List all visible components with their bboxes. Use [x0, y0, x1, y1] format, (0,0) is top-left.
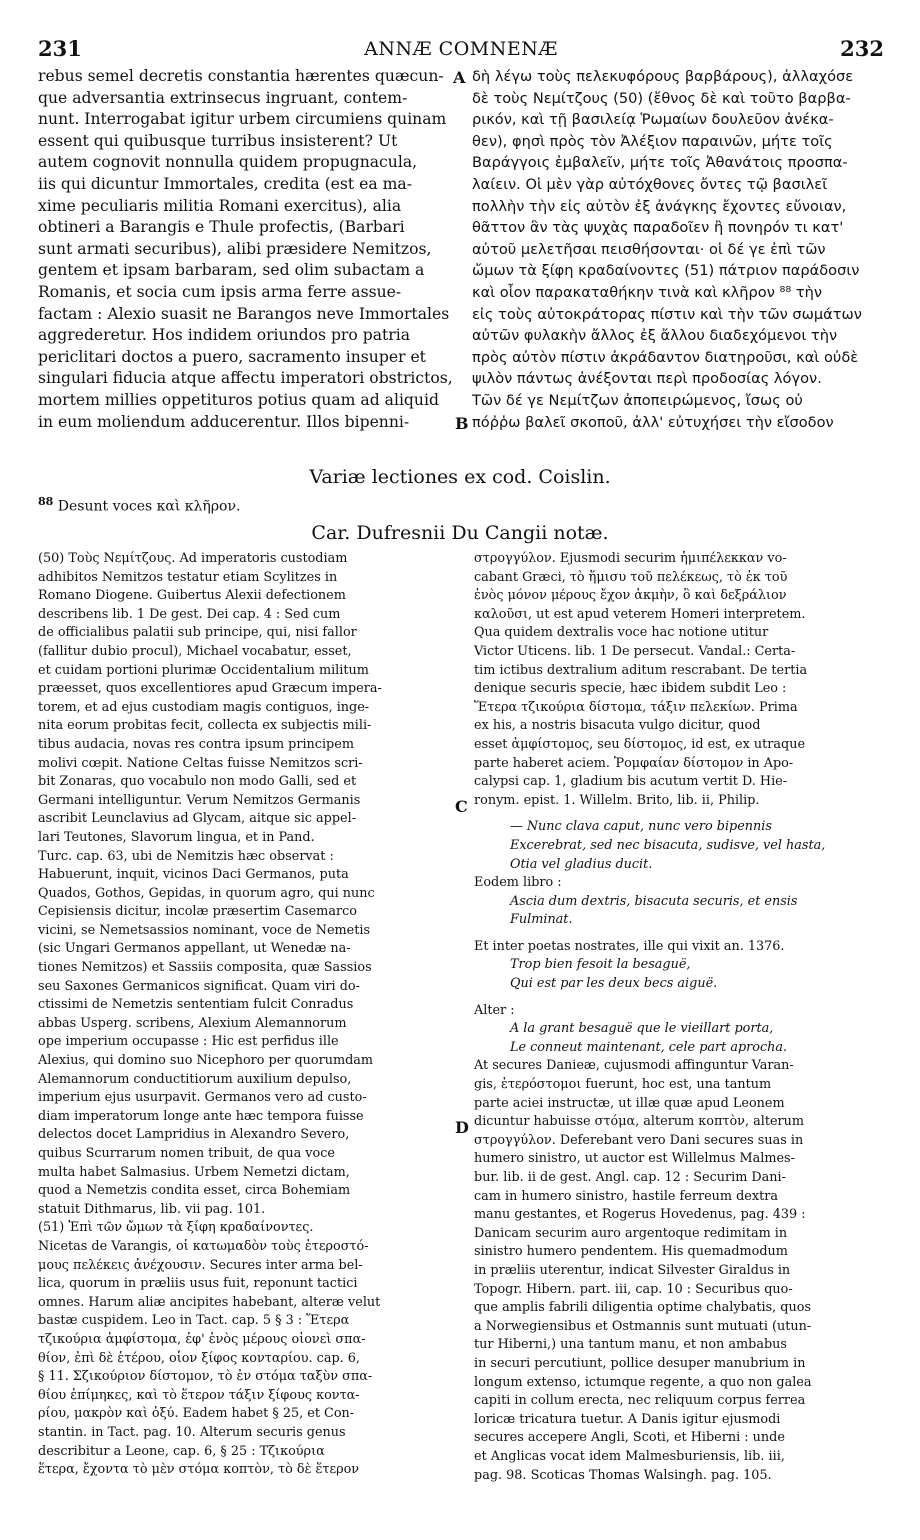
text-line: describitur a Leone, cap. 6, § 25 : Τζικούρια	[38, 1443, 325, 1459]
text-line: longum extenso, ictumque regente, a quo non galea	[474, 1374, 812, 1390]
variae-lectiones-heading: Variæ lectiones ex cod. Coislin.	[309, 466, 611, 488]
text-line: αὐτῶν φυλακὴν ἄλλος ἐξ ἄλλου διαδεχόμενοι τὴν	[472, 327, 838, 345]
text-line: que adversantia extrinsecus ingruant, contem-	[38, 88, 408, 107]
text-line: Turc. cap. 63, ubi de Nemitzis hæc observat :	[38, 848, 334, 864]
text-line: describens lib. 1 De gest. Dei cap. 4 : Sed cum	[38, 606, 341, 622]
text-line: dicuntur habuisse στόμα, alterum κοπτὸν, alterum	[474, 1114, 805, 1130]
page-number-right: 232	[840, 36, 884, 61]
margin-letter-c: C	[455, 797, 468, 816]
text-line: Ascia dum dextris, bisacuta securis, et ensis	[510, 893, 798, 909]
text-line: ex his, a nostris bisacuta vulgo dicitur, quod	[474, 718, 761, 734]
text-line: § 11. Σζικούριον δίστομον, τὸ ἐν στόμα ταξὺν σπα-	[38, 1369, 373, 1385]
text-line: Quados, Gothos, Gepidas, in quorum agro, qui nunc	[38, 885, 375, 901]
notes-column-left	[38, 550, 456, 1480]
text-line: θίον, ἐπὶ δὲ ἑτέρου, οἷον ξίφος κονταρίου. cap. 6,	[38, 1350, 360, 1366]
text-line: iis qui dicuntur Immortales, credita (est ea ma-	[38, 174, 412, 193]
text-line: in eum moliendum adducerentur. Illos bipenni-	[38, 412, 410, 431]
text-line: μους πελέκεις ἀνέχουσιν. Secures inter arma bel-	[38, 1257, 363, 1273]
text-line: εἰς τοὺς αὐτοκράτορας πίστιν καὶ τὴν τῶν σωμάτων	[472, 305, 862, 323]
verse-quote-4	[474, 1020, 886, 1057]
text-line: Qua quidem dextralis voce hac notione utitur	[474, 625, 769, 641]
text-line: nita eorum probitas fecit, collecta ex subjectis mili-	[38, 718, 372, 734]
text-line: (50) Τοὺς Νεμίτζους. Ad imperatoris custodiam	[38, 551, 348, 566]
text-line: periclitari doctos a puero, sacramento insuper et	[38, 347, 426, 366]
text-line: καλοῦσι, ut est apud veterem Homeri interpretem.	[474, 606, 806, 622]
text-line: (sic Ungari Germanos appellant, ut Wenedæ na-	[38, 941, 351, 957]
text-line: Topogr. Hibern. part. iii, cap. 10 : Securibus quo-	[474, 1281, 793, 1297]
text-line: Cepisiensis dicitur, incolæ præsertim Casemarco	[38, 904, 357, 920]
text-line: præesset, quos excellentiores apud Græcum impera-	[38, 681, 382, 697]
text-line: imperium ejus usurpavit. Germanos vero ad custo-	[38, 1090, 367, 1106]
text-line: καὶ οἷον παρακαταθήκην τινὰ καὶ κλῆρον ⁸⁸ τὴν	[472, 283, 823, 301]
notes-heading: Car. Dufresnii Du Cangii notæ.	[311, 522, 609, 544]
text-line: parte haberet aciem. Ῥομφαίαν δίστομον in Apo-	[474, 755, 794, 771]
text-line: stantin. in Tact. pag. 10. Alterum securis genus	[38, 1424, 346, 1440]
text-line: bastæ cuspidem. Leo in Tact. cap. 5 § 3 : Ἕτερα	[38, 1313, 350, 1329]
text-line: Fulminat.	[510, 912, 573, 928]
text-line: denique securis specie, hæc ibidem subdit Leo :	[474, 681, 787, 697]
text-line: xime peculiaris militia Romani exercitus), alia	[38, 196, 402, 215]
text-line: multa habet Salmasius. Urbem Nemetzi dictam,	[38, 1164, 350, 1180]
text-line: πρὸς αὐτὸν πίστιν ἀκράδαντον διατηροῦσι, καὶ οὐδὲ	[472, 348, 859, 366]
text-line: bit Zonaras, quo vocabulo non modo Galli, sed et	[38, 774, 357, 790]
text-line: (fallitur dubio procul), Michael vocabatur, esset,	[38, 643, 352, 659]
text-line: πόῤῥω βαλεῖ σκοποῦ, ἀλλ' εὐτυχήσει τὴν εἴσοδον	[472, 413, 834, 431]
text-line: statuit Dithmarus, lib. vii pag. 101.	[38, 1201, 266, 1217]
text-line: ἕτερα, ἔχοντα τὸ μὲν στόμα κοπτὸν, τὸ δὲ ἕτερον	[38, 1462, 360, 1478]
text-line: tiones Nemitzos) et Sassiis composita, quæ Sassios	[38, 960, 372, 976]
variant-note-number: 88	[38, 495, 54, 508]
text-line: Trop bien fesoit la besaguë,	[510, 957, 691, 973]
text-line: essent qui quibusque turribus insisterent? Ut	[38, 131, 398, 150]
margin-letter-a: A	[453, 68, 466, 87]
text-line: cabant Græci, τὸ ἥμισυ τοῦ πελέκεως, τὸ ἐκ τοῦ	[474, 569, 788, 585]
text-line: Romano Diogene. Guibertus Alexii defectionem	[38, 588, 346, 604]
text-line: ronym. epist. 1. Willelm. Brito, lib. ii, Philip.	[474, 792, 760, 808]
text-line: Nicetas de Varangis, οἱ κατωμαδὸν τοὺς ἑτεροστό-	[38, 1238, 369, 1254]
text-line: pag. 98. Scoticas Thomas Walsingh. pag. 105.	[474, 1467, 772, 1483]
text-line: quod a Nemetzis condita esset, circa Bohemiam	[38, 1183, 351, 1199]
etiam-line: Et inter poetas nostrates, ille qui vixit an. 1376.	[474, 938, 785, 954]
text-line: singulari fiducia atque affectu imperatori obstrictos,	[38, 369, 453, 388]
text-line: Excerebrat, sed nec bisacuta, sudisve, vel hasta,	[510, 837, 826, 853]
verse-quote-3	[474, 956, 886, 993]
text-line: (51) Ἐπὶ τῶν ὤμων τὰ ξίφη κραδαίνοντες.	[38, 1220, 314, 1236]
text-line: capiti in collum erecta, nec reliquum corpus ferrea	[474, 1393, 806, 1409]
text-line: gis, ἑτερόστομοι fuerunt, hoc est, una tantum	[474, 1077, 772, 1093]
text-line: Qui est par les deux becs aiguë.	[510, 976, 718, 992]
text-line: tim ictibus dextralium aditum rescrabant. De tertia	[474, 662, 808, 678]
text-line: humero sinistro, ut auctor est Willelmus Malmes-	[474, 1151, 795, 1167]
text-line: At secures Danieæ, cujusmodi affinguntur Varan-	[474, 1058, 794, 1074]
alter-line: Alter :	[474, 1002, 515, 1018]
text-line: ctissimi de Nemetzis sententiam fulcit Conradus	[38, 997, 354, 1013]
text-line: de officialibus palatii sub principe, qui, nisi fallor	[38, 625, 357, 641]
text-line: στρογγύλον. Ejusmodi securim ἡμιπέλεκκαν vo-	[474, 551, 787, 566]
text-line: tur Hiberni,) una tantum manu, et non ambabus	[474, 1337, 787, 1353]
text-line: Habuerunt, inquit, vicinos Daci Germanos, puta	[38, 867, 349, 883]
text-line: πολλὴν τὴν εἰς αὐτὸν ἐξ ἀνάγκης ἔχοντες εὔνοιαν,	[472, 197, 847, 215]
text-line: factam : Alexio suasit ne Barangos neve Immortales	[38, 304, 450, 323]
text-line: aggrederetur. Hos indidem oriundos pro patria	[38, 326, 411, 345]
text-line: delectos docet Lampridius in Alexandro Severo,	[38, 1127, 350, 1143]
text-line: gentem et ipsam barbaram, sed olim subactam a	[38, 261, 425, 280]
text-line: θεν), φησὶ πρὸς τὸν Ἀλέξιον παραινῶν, μήτε τοῖς	[472, 132, 833, 150]
text-line: vicini, se Nemetsassios nominant, voce de Nemetis	[38, 922, 371, 938]
text-line: λαίειν. Οἱ μὲν γὰρ αὐτόχθονες ὄντες τῷ βασιλεῖ	[472, 175, 828, 193]
text-line: Le conneut maintenant, cele part aprocha.	[510, 1039, 788, 1055]
text-line: lica, quorum in præliis usus fuit, reponunt tactici	[38, 1276, 358, 1292]
text-line: esset ἀμφίστομος, seu δίστομος, id est, ex utraque	[474, 736, 806, 752]
verse-quote-2	[474, 893, 886, 930]
text-line: ἑνὸς μόνον μέρους ἔχον ἀκμὴν, ὃ καὶ δεξράλιον	[474, 588, 787, 604]
text-line: Victor Uticens. lib. 1 De persecut. Vandal.: Certa-	[474, 643, 796, 659]
text-line: abbas Usperg. scribens, Alexium Alemannorum	[38, 1015, 347, 1031]
text-line: lari Teutones, Slavorum lingua, et in Pand.	[38, 829, 315, 845]
text-line: Βαράγγοις ἐμβαλεῖν, μήτε τοῖς Ἀθανάτοις προσπα-	[472, 154, 848, 172]
text-line: et cuidam portioni plurimæ Occidentalium militum	[38, 662, 369, 678]
text-line: Otia vel gladius ducit.	[510, 856, 653, 872]
margin-letter-b: B	[455, 414, 469, 433]
margin-letter-d: D	[455, 1118, 469, 1137]
text-line: tibus audacia, novas res contra ipsum principem	[38, 736, 354, 752]
verse-quote-1	[474, 818, 886, 874]
text-line: αὐτοῦ μελετῆσαι πεισθήσονται· οἱ δέ γε ἐπὶ τῶν	[472, 240, 826, 258]
text-line: secures accepere Angli, Scoti, et Hiberni : unde	[474, 1430, 785, 1446]
text-line: Danicam securim auro argentoque redimitam in	[474, 1225, 788, 1241]
text-line: Alexius, qui domino suo Nicephoro per quorumdam	[38, 1053, 374, 1069]
text-line: Alemannorum conductitiorum auxilium depulso,	[38, 1071, 352, 1087]
text-line: in præliis uterentur, indicat Silvester Giraldus in	[474, 1262, 791, 1278]
text-line: cam in humero sinistro, hastile ferreum dextra	[474, 1188, 778, 1204]
text-line: — Nunc clava caput, nunc vero bipennis	[510, 819, 772, 835]
text-line: θίου ἐπίμηκες, καὶ τὸ ἕτερον τάξιν ξίφους κοντα-	[38, 1387, 360, 1403]
text-line: in securi percutiunt, pollice desuper manubrium in	[474, 1355, 806, 1371]
text-line: στρογγύλον. Deferebant vero Dani secures suas in	[474, 1132, 804, 1148]
text-line: ρικόν, καὶ τῇ βασιλείᾳ Ῥωμαίων δουλεῦον ἀνέκα-	[472, 111, 834, 129]
notes-right-part-a	[474, 550, 886, 810]
text-line: ope imperium occupasse : Hic est perfidus ille	[38, 1034, 339, 1050]
text-line: ρίου, μακρὸν καὶ ὀξύ. Eadem habet § 25, et Con-	[38, 1406, 355, 1422]
text-line: Germani intelliguntur. Verum Nemitzos Germanis	[38, 792, 361, 808]
text-line: a Norwegiensibus et Ostmannis sunt mutuati (utun-	[474, 1318, 812, 1334]
text-line: ὤμων τὰ ξίφη κραδαίνοντες (51) πάτριον παράδοσιν	[472, 262, 860, 280]
text-line: et Anglicas vocat idem Malmesburiensis, lib. iii,	[474, 1448, 785, 1464]
text-line: Τῶν δέ γε Νεμίτζων ἀποπειρώμενος, ἴσως οὐ	[472, 391, 803, 409]
text-line: quibus Scurrarum nomen tribuit, de qua voce	[38, 1146, 335, 1161]
text-line: nunt. Interrogabat igitur urbem circumiens quinam	[38, 110, 447, 129]
notes-right-part-b	[474, 1057, 886, 1485]
text-line: sunt armati securibus), alibi præsidere Nemitzos,	[38, 239, 432, 258]
notes-column-right	[474, 550, 886, 1485]
text-line: bur. lib. ii de gest. Angl. cap. 12 : Securim Dani-	[474, 1170, 786, 1185]
text-line: Romanis, et socia cum ipsis arma ferre assue-	[38, 282, 402, 301]
text-line: adhibitos Nemitzos testatur etiam Scylitzes in	[38, 569, 338, 585]
text-line: diam imperatorum longe ante hæc tempora fuisse	[38, 1108, 364, 1124]
text-line: omnes. Harum aliæ ancipites habebant, alteræ velut	[38, 1294, 381, 1310]
text-line: autem cognovit nonnulla quidem propugnacula,	[38, 153, 418, 172]
page-number-left: 231	[38, 36, 82, 61]
text-line: rebus semel decretis constantia hærentes quæcun-	[38, 67, 444, 85]
page-header	[38, 36, 884, 66]
text-line: parte aciei instructæ, ut illæ quæ apud Leonem	[474, 1095, 785, 1111]
text-line: obtineri a Barangis e Thule profectis, (Barbari	[38, 218, 405, 237]
text-line: A la grant besaguë que le vieillart porta,	[510, 1021, 774, 1037]
text-line: δὴ λέγω τοὺς πελεκυφόρους βαρβάρους), ἀλλαχόσε	[472, 68, 854, 85]
text-line: ascribit Leunclavius ad Glycam, aitque sic appel-	[38, 811, 357, 827]
variant-note	[38, 495, 240, 515]
text-line: que amplis fabrili diligentia optime chalybatis, quos	[474, 1300, 812, 1316]
running-title: ANNÆ COMNENÆ	[364, 38, 558, 60]
text-line: torem, et ad ejus custodiam magis contiguos, inge-	[38, 699, 370, 715]
text-line: manu gestantes, et Rogerus Hovedenus, pag. 439 :	[474, 1207, 806, 1223]
variant-note-text: Desunt voces καὶ κλῆρον.	[53, 498, 241, 515]
text-line: θᾶττον ἂν τὰς ψυχὰς παραδοῖεν ἢ πονηρόν τι κατ'	[472, 219, 844, 237]
text-line: loricæ tricatura tuetur. A Danis igitur ejusmodi	[474, 1411, 781, 1427]
text-line: δὲ τοὺς Νεμίτζους (50) (ἔθνος δὲ καὶ τοῦτο βαρβα-	[472, 89, 851, 107]
text-line: ψιλὸν πάντως ἀνέξονται περὶ προδοσίας λόγον.	[472, 370, 822, 388]
text-line: τζικούρια ἀμφίστομα, ἐφ' ἑνὸς μέρους οἱονεὶ σπα-	[38, 1331, 366, 1347]
text-line: mortem millies oppetituros potius quam ad aliquid	[38, 390, 439, 409]
latin-column	[38, 66, 454, 433]
eodem-line: Eodem libro :	[474, 875, 562, 891]
text-line: seu Saxones Germanicos significat. Quam viri do-	[38, 978, 360, 994]
text-line: molivi cœpit. Natione Celtas fuisse Nemitzos scri-	[38, 755, 363, 771]
text-line: Ἕτερα τζικούρια δίστομα, τάξιν πελεκίων. Prima	[474, 699, 798, 715]
text-line: sinistro humero pendentem. His quemadmodum	[474, 1244, 788, 1260]
greek-column	[472, 66, 886, 433]
text-line: calypsi cap. 1, gladium bis acutum vertit D. Hie-	[474, 774, 788, 790]
